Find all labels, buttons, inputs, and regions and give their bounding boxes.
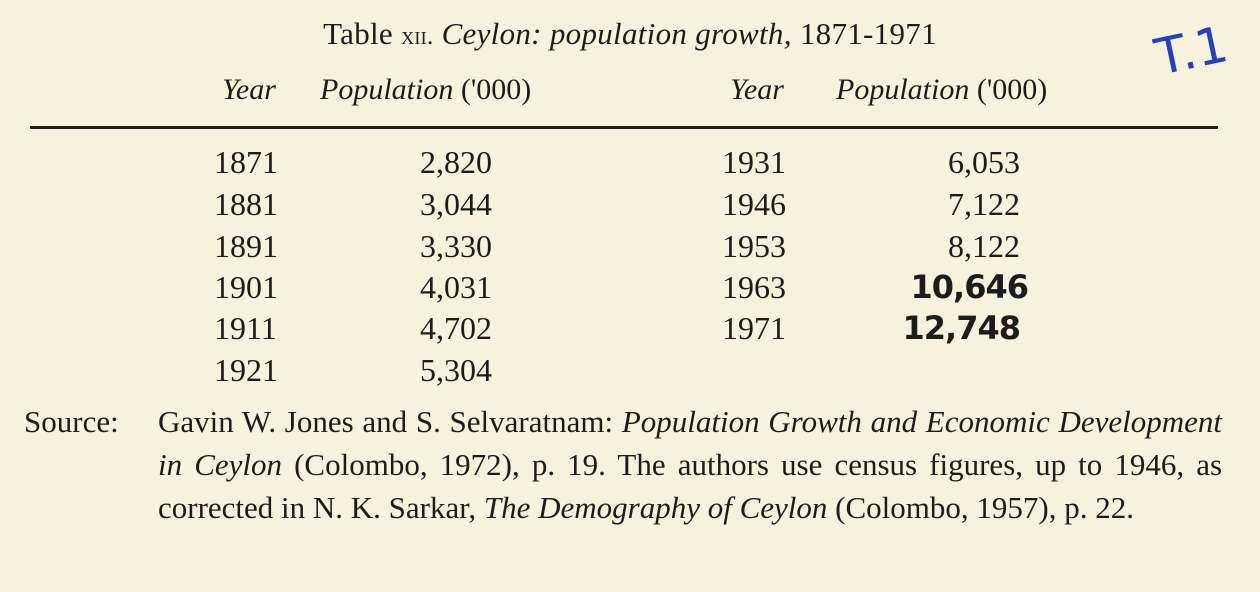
source-book-title-2: The Demography of Ceylon xyxy=(483,490,828,525)
table-cell-year: 1971 xyxy=(722,310,786,346)
table-cell-population: 2,820 xyxy=(420,144,492,180)
source-end: (Colombo, 1957), p. 22. xyxy=(835,490,1134,525)
handwritten-margin-note: T.1 xyxy=(1150,14,1233,87)
table-cell-year: 1871 xyxy=(214,144,278,180)
table-title-prefix: Table xyxy=(323,16,393,51)
source-text xyxy=(158,400,1222,529)
table-cell-population: 8,122 xyxy=(948,228,1020,264)
table-cell-population: 6,053 xyxy=(948,144,1020,180)
table-cell-population: 4,702 xyxy=(420,310,492,346)
table-title xyxy=(0,14,1260,57)
table-cell-year: 1881 xyxy=(214,186,278,222)
column-header-year-left: Year xyxy=(222,73,276,106)
column-header-population-right: Population ('000) xyxy=(836,73,1048,106)
table-cell-population: 3,330 xyxy=(420,228,492,264)
source-book-title-1: Population Growth and Economic Development in Ceylon xyxy=(158,404,1223,482)
table-cell-population: 4,031 xyxy=(420,269,492,305)
table-title-italic: Ceylon: population growth, xyxy=(441,16,792,51)
table-cell-year: 1911 xyxy=(214,310,277,346)
table-cell-population: 3,044 xyxy=(420,186,492,222)
source-label: Source: xyxy=(24,404,119,439)
handwritten-population: 12,748 xyxy=(902,309,1020,347)
source-authors: Gavin W. Jones and S. Selvaratnam: xyxy=(158,404,614,439)
source-middle: (Colombo, 1972), p. 19. The authors use census figures, up to 1946, as corrected in N. K. Sarkar, xyxy=(158,447,1223,525)
table-number: xii. xyxy=(401,23,434,50)
table-cell-population xyxy=(880,308,1020,348)
table-cell-population-handwritten: 10,646 xyxy=(910,268,1028,306)
table-cell-population: 5,304 xyxy=(420,352,492,388)
column-header-population-left: Population ('000) xyxy=(320,73,532,106)
table-cell-year: 1963 xyxy=(722,269,786,305)
table-cell-year: 1921 xyxy=(214,352,278,388)
table-cell-population: 7,122 xyxy=(948,186,1020,222)
table-cell-year: 1891 xyxy=(214,228,278,264)
header-rule xyxy=(30,126,1218,129)
table-cell-year: 1901 xyxy=(214,269,278,305)
column-header-year-right: Year xyxy=(730,73,784,106)
table-cell-year: 1931 xyxy=(722,144,786,180)
table-cell-year: 1946 xyxy=(722,186,786,222)
table-cell-year: 1953 xyxy=(722,228,786,264)
table-title-years: 1871-1971 xyxy=(799,16,937,51)
